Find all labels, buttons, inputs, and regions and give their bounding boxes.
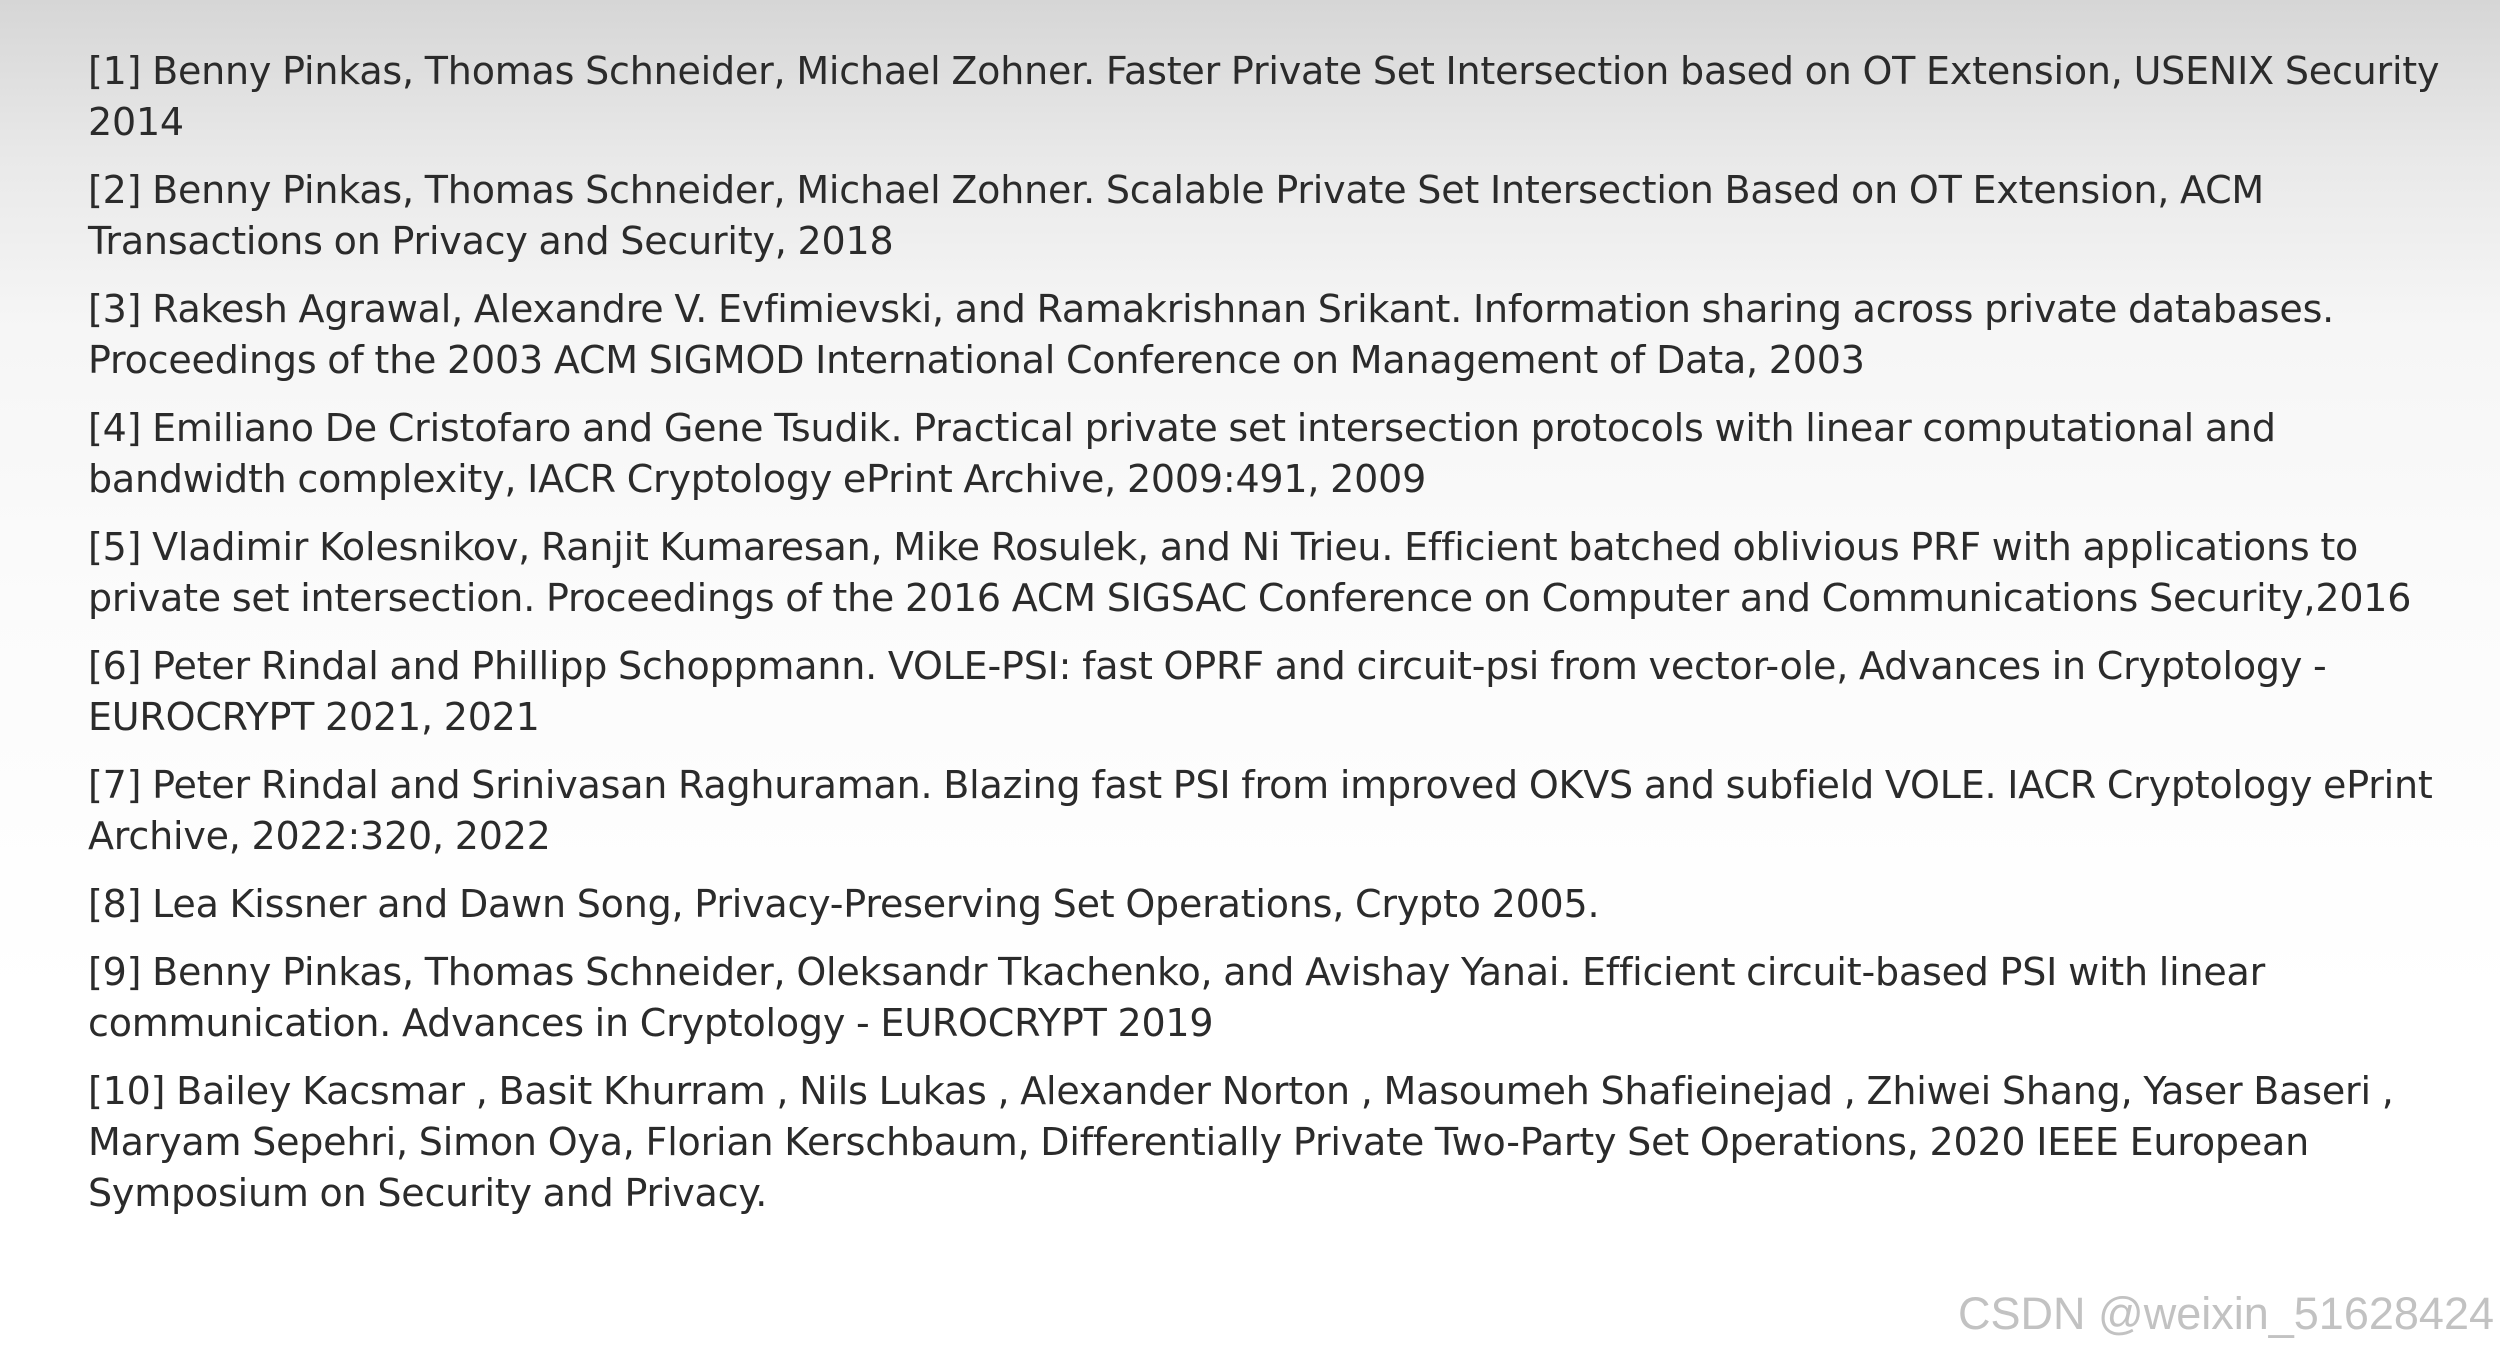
reference-item-2: [2] Benny Pinkas, Thomas Schneider, Michael Zohner. Scalable Private Set Intersection Based on OT Extension, ACM Transactions on Privacy and Security, 2018 <box>88 168 2265 263</box>
reference-item-10: [10] Bailey Kacsmar , Basit Khurram , Nils Lukas , Alexander Norton , Masoumeh Shafieinejad , Zhiwei Shang, Yaser Baseri , Maryam Sepehri, Simon Oya, Florian Kerschbaum, Differentially Private Two-Party Set Operations, 2020 IEEE European Symposium on Security and Privacy. <box>88 1069 2394 1215</box>
reference-item-6: [6] Peter Rindal and Phillipp Schoppmann. VOLE-PSI: fast OPRF and circuit-psi from vector-ole, Advances in Cryptology - EUROCRYPT 2021, 2021 <box>88 644 2327 739</box>
reference-item-7: [7] Peter Rindal and Srinivasan Raghuraman. Blazing fast PSI from improved OKVS and subfield VOLE. IACR Cryptology ePrint Archive, 2022:320, 2022 <box>88 763 2433 858</box>
reference-item-5: [5] Vladimir Kolesnikov, Ranjit Kumaresan, Mike Rosulek, and Ni Trieu. Efficient batched oblivious PRF with applications to private set intersection. Proceedings of the 2016 ACM SIGSAC Conference on Computer and Communications Security,2016 <box>88 525 2412 620</box>
reference-item-4: [4] Emiliano De Cristofaro and Gene Tsudik. Practical private set intersection protocols with linear computational and bandwidth complexity, IACR Cryptology ePrint Archive, 2009:491, 2009 <box>88 406 2276 501</box>
reference-item-1: [1] Benny Pinkas, Thomas Schneider, Michael Zohner. Faster Private Set Intersection based on OT Extension, USENIX Security 2014 <box>88 49 2440 144</box>
reference-item-8: [8] Lea Kissner and Dawn Song, Privacy-Preserving Set Operations, Crypto 2005. <box>88 882 1600 926</box>
reference-item-9: [9] Benny Pinkas, Thomas Schneider, Oleksandr Tkachenko, and Avishay Yanai. Efficient circuit-based PSI with linear communication. Advances in Cryptology - EUROCRYPT 2019 <box>88 950 2266 1045</box>
reference-item-3: [3] Rakesh Agrawal, Alexandre V. Evfimievski, and Ramakrishnan Srikant. Information sharing across private databases. Proceedings of the 2003 ACM SIGMOD International Conference on Management of Data, 2003 <box>88 287 2335 382</box>
watermark-text: CSDN @weixin_51628424 <box>1958 1288 2494 1339</box>
reference-list <box>88 46 2440 1236</box>
